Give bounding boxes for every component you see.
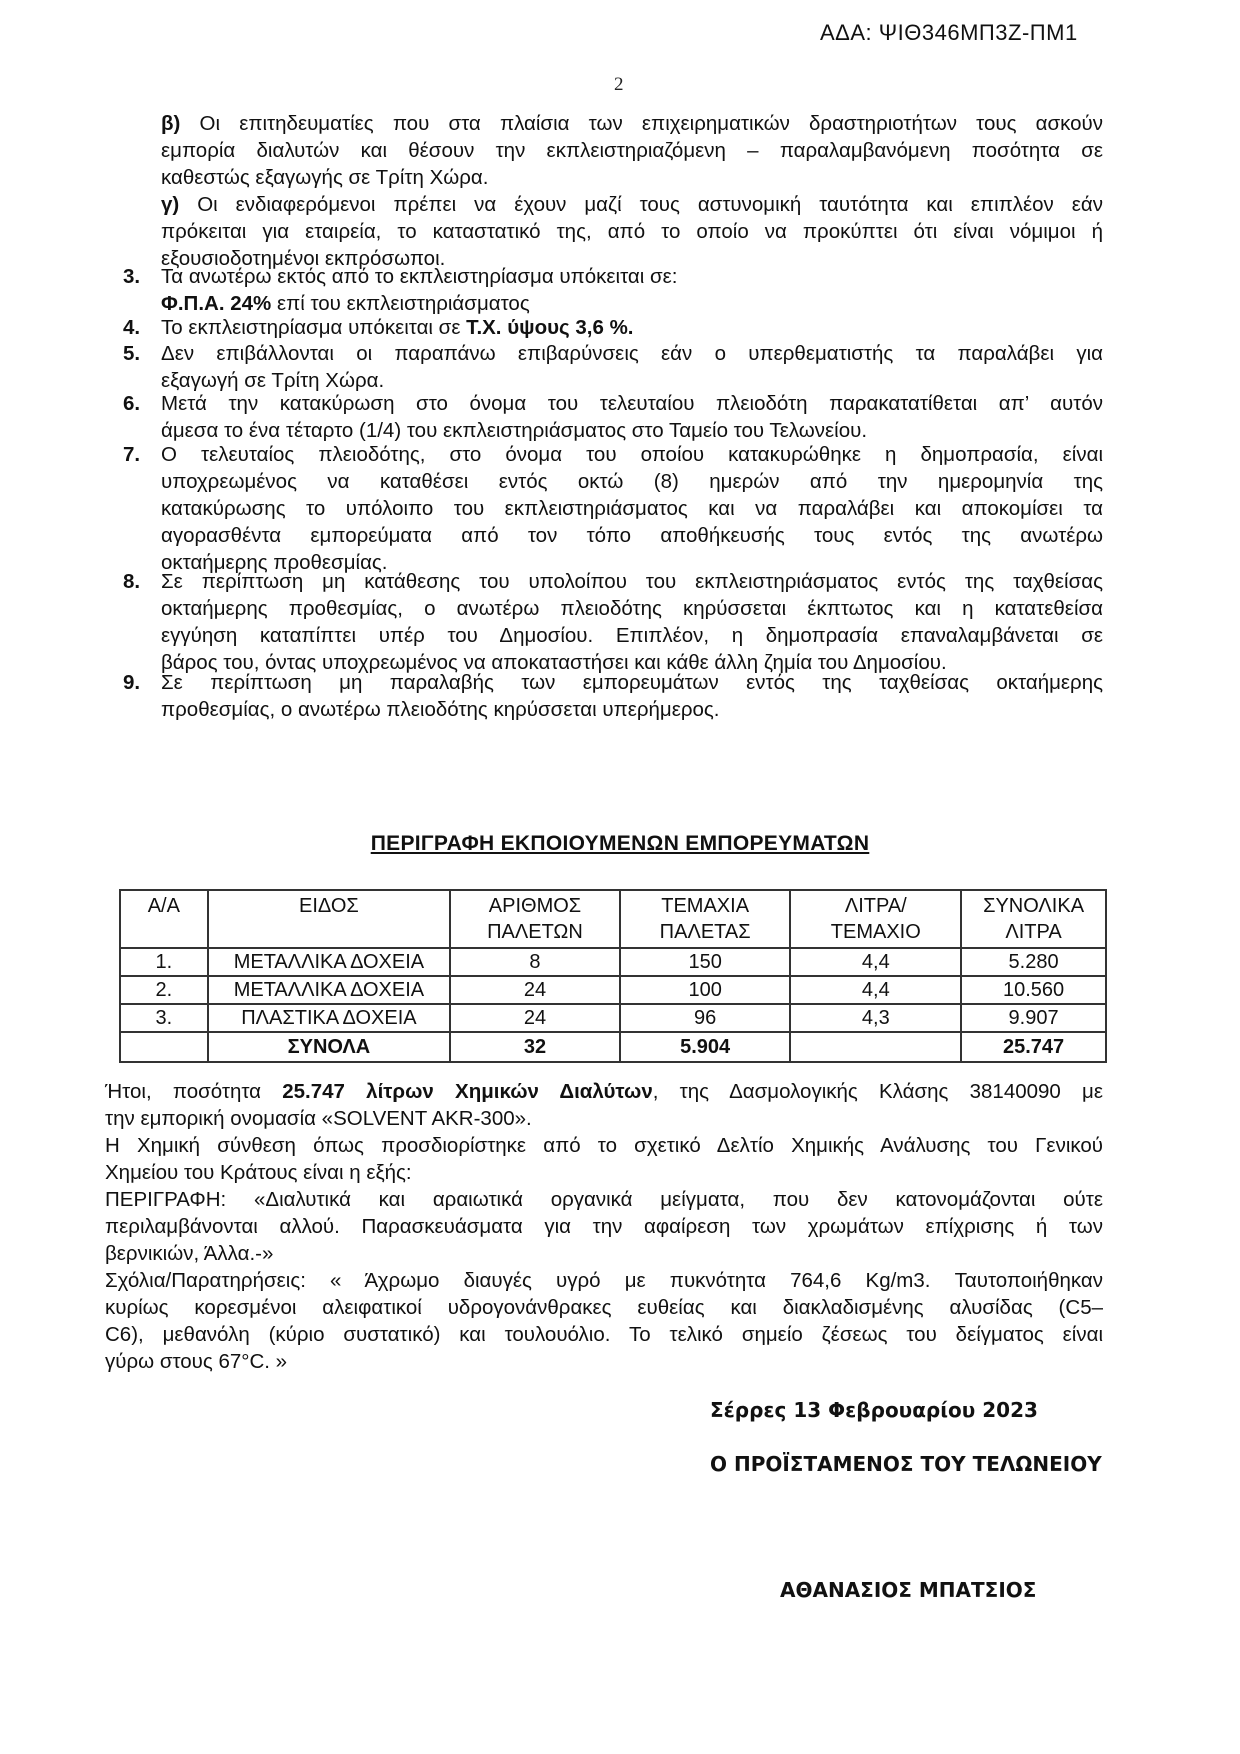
table-row: 1. ΜΕΤΑΛΛΙΚΑ ΔΟΧΕΙΑ 8 150 4,4 5.280: [120, 948, 1106, 976]
place-date: Σέρρες 13 Φεβρουαρίου 2023: [710, 1398, 1038, 1422]
ada-code: ΑΔΑ: ΨΙΘ346ΜΠ3Ζ-ΠΜ1: [820, 20, 1078, 45]
goods-table: [119, 889, 1107, 1063]
document-page: ΑΔΑ: ΨΙΘ346ΜΠ3Ζ-ΠΜ1 2 β) Οι επιτηδευματίες που στα πλαίσια των επιχειρηματικών δραστηριοτήτων τους ασκούν εμπορία διαλυτών και θέσουν την εκπλειστηριαζόμενη – παραλαμβανόμενη ποσότητα σε καθεστώς εξαγωγής σε Τρίτη Χώρα. γ) Οι ενδιαφερόμενοι πρέπει να έχουν μαζί τους αστυνομική ταυτότητα και επιπλέον εάν πρόκειται για εταιρεία, το καταστατικό της, από το οποίο να προκύπτει ότι είναι νόμιμοι ή εξουσιοδοτημένοι εκπρόσωποι. 3. Τα ανωτέρω εκτός από το εκπλειστηρίασμα υπόκειται σε: Φ.Π.Α. 24% επί του εκπλειστηριάσματος 4. Το εκπλειστηρίασμα υπόκειται σε Τ.Χ. ύψους 3,6 %. 5. Δεν επιβάλλονται οι παραπάνω επιβαρύνσεις εάν ο υπερθεματιστής τα παραλάβει για εξαγωγή σε Τρίτη Χώρα. 6. Μετά την κατακύρωση στο όνομα του τελευταίου πλειοδότη παρακατατίθεται απ’ αυτόν άμεσα το ένα τέταρτο (1/4) του εκπλειστηριάσματος στο Ταμείο του Τελωνείου. 7. Ο τελευταίος πλειοδότης, στο όνομα του οποίου κατακυρώθηκε η δημοπρασία, είναι υποχρεωμένος να καταθέσει εντός οκτώ (8) ημερών από την ημερομηνία της κατακύρωσης το υπόλοιπο του εκπλειστηριάσματος και να παραλάβει και αποκομίσει τα αγορασθέντα εμπορεύματα από τον τόπο αποθήκευσής τους εντός της ανωτέρω οκταήμερης προθεσμίας. 8. Σε περίπτωση μη κατάθεσης του υπολοίπου του εκπλειστηριάσματος εντός της ταχθείσας οκταήμερης προθεσμίας, ο ανωτέρω πλειοδότης κηρύσσεται έκπτωτος και η κατατεθείσα εγγύηση καταπίπτει υπέρ του Δημοσίου. Επιπλέον, η δημοπρασία επαναλαμβάνεται σε βάρος του, όντας υποχρεωμένος να αποκαταστήσει και κάθε άλλη ζημία του Δημοσίου. 9. Σε περίπτωση μη παραλαβής των εμπορευμάτων εντός της ταχθείσας οκταήμερης προθεσμίας, ο ανωτέρω πλειοδότης κηρύσσεται υπερήμερος. ΠΕΡΙΓΡΑΦΗ ΕΚΠΟΙΟΥΜΕΝΩΝ ΕΜΠΟΡΕΥΜΑΤΩΝ Α/Α ΕΙΔΟΣ ΑΡΙΘΜΟΣ ΠΑΛΕΤΩΝ ΤΕΜΑΧΙΑ ΠΑΛΕΤΑΣ ΛΙΤΡΑ/ ΤΕΜΑΧΙΟ ΣΥΝΟΛΙΚΑ ΛΙΤΡΑ 1. ΜΕΤΑΛΛΙΚΑ ΔΟΧΕΙΑ 8 150 4,4 5.280 2. ΜΕΤΑΛΛΙΚΑ ΔΟΧΕΙΑ 24 100 4,4 10.560 3. ΠΛΑΣΤΙΚΑ ΔΟΧΕΙΑ 24 96 4,3 9.907 ΣΥΝΟΛΑ 32 5.904 25.747 Ήτοι, ποσότητα 25.747 λίτρων Χημικών Διαλύτων, της Δασμολογικής Κλάσης 38140090 με την εμπορική ονομασία «SOLVENT AKR-300». Η Χημική σύνθεση όπως προσδιορίστηκε από το σχετικό Δελτίο Χημικής Ανάλυσης του Γενικού Χημείου του Κράτους είναι η εξής: ΠΕΡΙΓΡΑΦΗ: «Διαλυτικά και αραιωτικά οργανικά μείγματα, που δεν κατονομάζονται ούτε περιλαμβάνονται αλλού. Παρασκευάσματα για την αφαίρεση των χρωμάτων επίχρισης ή των βερνικιών, Άλλα.-» Σχόλια/Παρατηρήσεις: « Άχρωμο διαυγές υγρό με πυκνότητα 764,6 Kg/m3. Ταυτοποιήθηκαν κυρίως κορεσμένοι αλειφατικοί υδρογονάνθρακες ευθείας και διακλαδισμένης αλυσίδας (C5– C6), μεθανόλη (κύριο συστατικό) και τουλουόλιο. Το τελικό σημείο ζέσεως του δείγματος είναι γύρω στους 67°C. » Σέρρες 13 Φεβρουαρίου 2023 Ο ΠΡΟΪΣΤΑΜΕΝΟΣ ΤΟΥ ΤΕΛΩΝΕΙΟΥ ΑΘΑΝΑΣΙΟΣ ΜΠΑΤΣΙΟΣ: [0, 0, 1240, 1754]
col-header-type: ΕΙΔΟΣ: [208, 890, 450, 948]
vat-rate: Φ.Π.Α. 24%: [161, 292, 272, 315]
col-header-total-liters: ΣΥΝΟΛΙΚΑ ΛΙΤΡΑ: [961, 890, 1106, 948]
table-row: 3. ΠΛΑΣΤΙΚΑ ΔΟΧΕΙΑ 24 96 4,3 9.907: [120, 1004, 1106, 1032]
trade-name: την εμπορική ονομασία «SOLVENT AKR-300».: [105, 1107, 532, 1130]
summary-text: Ήτοι, ποσότητα 25.747 λίτρων Χημικών Διαλύτων, της Δασμολογικής Κλάσης 38140090 με την εμπορική ονομασία «SOLVENT AKR-300». Η Χημική σύνθεση όπως προσδιορίστηκε από το σχετικό Δελτίο Χημικής Ανάλυσης του Γενικού Χημείου του Κράτους είναι η εξής: ΠΕΡΙΓΡΑΦΗ: «Διαλυτικά και αραιωτικά οργανικά μείγματα, που δεν κατονομάζονται ούτε περιλαμβάνονται αλλού. Παρασκευάσματα για την αφαίρεση των χρωμάτων επίχρισης ή των βερνικιών, Άλλα.-» Σχόλια/Παρατηρήσεις: « Άχρωμο διαυγές υγρό με πυκνότητα 764,6 Kg/m3. Ταυτοποιήθηκαν κυρίως κορεσμένοι αλειφατικοί υδρογονάνθρακες ευθείας και διακλαδισμένης αλυσίδας (C5– C6), μεθανόλη (κύριο συστατικό) και τουλουόλιο. Το τελικό σημείο ζέσεως του δείγματος είναι γύρω στους 67°C. »: [105, 1080, 1103, 1373]
table-header-row: [120, 890, 1106, 948]
col-header-pallets: ΑΡΙΘΜΟΣ ΠΑΛΕΤΩΝ: [450, 890, 620, 948]
page-number: 2: [614, 74, 624, 95]
signatory-role: Ο ΠΡΟΪΣΤΑΜΕΝΟΣ ΤΟΥ ΤΕΛΩΝΕΙΟΥ: [710, 1452, 1102, 1476]
description-label: ΠΕΡΙΓΡΑΦΗ:: [105, 1188, 227, 1211]
signatory-name: ΑΘΑΝΑΣΙΟΣ ΜΠΑΤΣΙΟΣ: [780, 1578, 1037, 1602]
condition-label: γ): [161, 193, 180, 216]
condition-label: β): [161, 112, 181, 135]
condition-beta: β) Οι επιτηδευματίες που στα πλαίσια των επιχειρηματικών δραστηριοτήτων τους ασκούν εμπορία διαλυτών και θέσουν την εκπλειστηριαζόμενη – παραλαμβανόμενη ποσότητα σε καθεστώς εξαγωγής σε Τρίτη Χώρα. γ) Οι ενδιαφερόμενοι πρέπει να έχουν μαζί τους αστυνομική ταυτότητα και επιπλέον εάν πρόκειται για εταιρεία, το καταστατικό της, από το οποίο να προκύπτει ότι είναι νόμιμοι ή εξουσιοδοτημένοι εκπρόσωποι.: [161, 112, 1103, 270]
col-header-liters-per-piece: ΛΙΤΡΑ/ ΤΕΜΑΧΙΟ: [790, 890, 961, 948]
table-row: 2. ΜΕΤΑΛΛΙΚΑ ΔΟΧΕΙΑ 24 100 4,4 10.560: [120, 976, 1106, 1004]
col-header-pieces-per-pallet: ΤΕΜΑΧΙΑ ΠΑΛΕΤΑΣ: [620, 890, 791, 948]
table-totals-row: ΣΥΝΟΛΑ 32 5.904 25.747: [120, 1032, 1106, 1062]
goods-section-title: ΠΕΡΙΓΡΑΦΗ ΕΚΠΟΙΟΥΜΕΝΩΝ ΕΜΠΟΡΕΥΜΑΤΩΝ: [370, 832, 870, 855]
col-header-aa: Α/Α: [120, 890, 208, 948]
fee-rate: Τ.Χ. ύψους 3,6 %.: [466, 316, 634, 339]
total-quantity: 25.747 λίτρων Χημικών Διαλύτων: [282, 1080, 653, 1103]
